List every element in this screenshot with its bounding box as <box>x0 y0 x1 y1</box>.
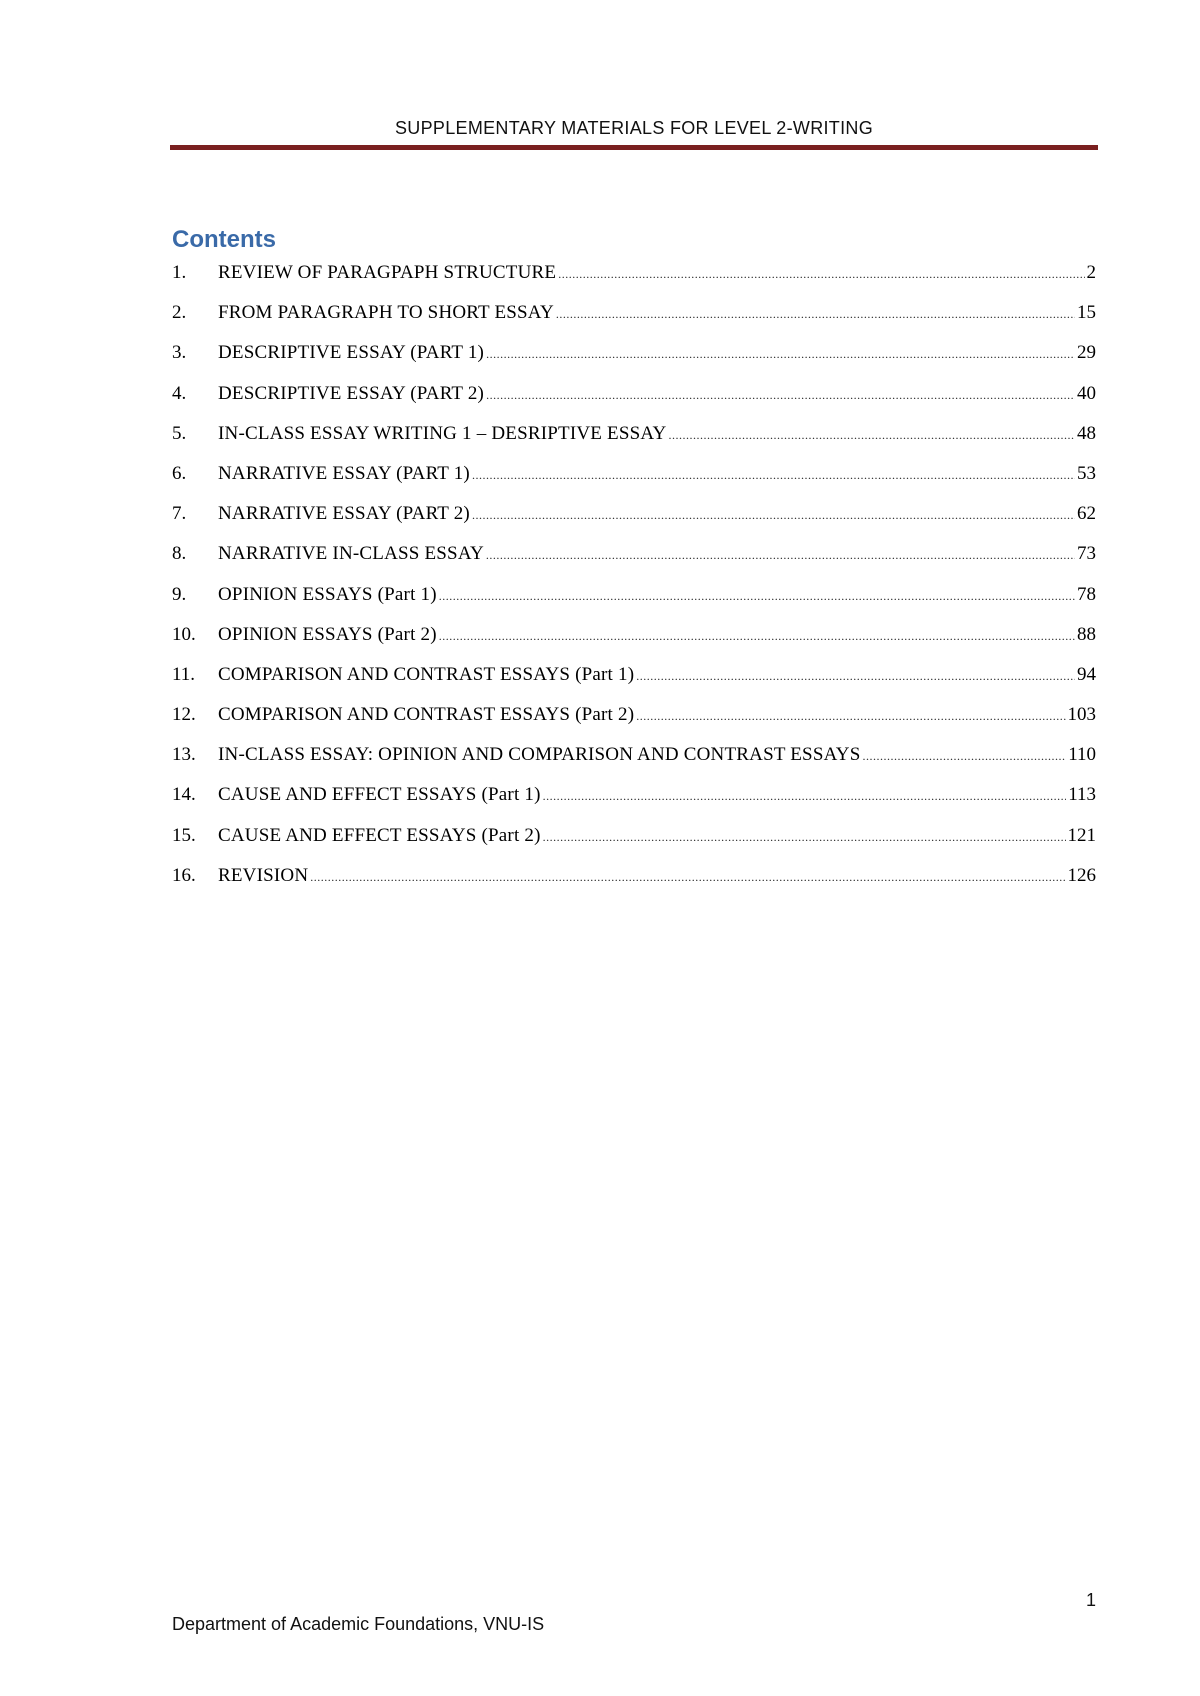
toc-entry-title: COMPARISON AND CONTRAST ESSAYS (Part 1) <box>218 663 635 685</box>
toc-entry-page: 29 <box>1077 342 1096 364</box>
toc-entry-title: OPINION ESSAYS (Part 2) <box>218 623 437 645</box>
toc-entry[interactable] <box>172 825 1096 865</box>
toc-entry-page: 78 <box>1077 583 1096 605</box>
toc-entry-title: REVISION <box>218 864 309 886</box>
toc-dot-leader <box>543 830 1066 845</box>
toc-entry-title: FROM PARAGRAPH TO SHORT ESSAY <box>218 302 554 324</box>
toc-heading: Contents <box>172 226 276 253</box>
toc-entry-number: 14. <box>172 784 196 806</box>
toc-entry-title: CAUSE AND EFFECT ESSAYS (Part 1) <box>218 784 541 806</box>
toc-dot-leader <box>486 548 1075 563</box>
toc-entry-number: 10. <box>172 623 196 645</box>
toc-entry-number: 2. <box>172 302 187 324</box>
toc-dot-leader <box>310 870 1065 885</box>
toc-entry-page: 103 <box>1067 704 1096 726</box>
toc-dot-leader <box>439 589 1075 604</box>
toc-dot-leader <box>636 709 1065 724</box>
toc-entry-page: 53 <box>1077 462 1096 484</box>
toc-dot-leader <box>636 669 1075 684</box>
toc-entry-title: IN-CLASS ESSAY: OPINION AND COMPARISON AND CONTRAST ESSAYS <box>218 744 861 766</box>
toc-entry-number: 16. <box>172 864 196 886</box>
toc-dot-leader <box>439 629 1075 644</box>
toc-entry-page: 126 <box>1067 864 1096 886</box>
toc-entry-page: 88 <box>1077 623 1096 645</box>
page-header: SUPPLEMENTARY MATERIALS FOR LEVEL 2-WRITING <box>395 118 873 138</box>
toc-entry-number: 6. <box>172 462 187 484</box>
toc-entry-title: REVIEW OF PARAGPAPH STRUCTURE <box>218 262 557 283</box>
toc-entry-number: 11. <box>172 663 196 685</box>
toc-entry[interactable] <box>172 584 1096 624</box>
toc-dot-leader <box>556 307 1075 322</box>
toc-entry-number: 12. <box>172 704 196 726</box>
table-of-contents <box>172 262 1096 905</box>
toc-entry-title: OPINION ESSAYS (Part 1) <box>218 583 437 605</box>
toc-entry[interactable] <box>172 624 1096 664</box>
toc-entry[interactable] <box>172 463 1096 503</box>
toc-entry-number: 3. <box>172 342 187 364</box>
toc-entry[interactable] <box>172 784 1096 824</box>
toc-entry-page: 110 <box>1068 744 1096 766</box>
toc-entry-number: 13. <box>172 744 196 766</box>
toc-entry[interactable] <box>172 664 1096 704</box>
toc-entry[interactable] <box>172 543 1096 583</box>
toc-dot-leader <box>486 388 1075 403</box>
toc-entry-title: COMPARISON AND CONTRAST ESSAYS (Part 2) <box>218 704 635 726</box>
toc-entry[interactable] <box>172 865 1096 905</box>
toc-entry[interactable] <box>172 704 1096 744</box>
header-rule <box>170 145 1098 150</box>
toc-entry-title: NARRATIVE ESSAY (PART 2) <box>218 503 470 525</box>
toc-entry-number: 5. <box>172 422 187 444</box>
toc-dot-leader <box>543 789 1067 804</box>
toc-dot-leader <box>558 267 1084 282</box>
toc-entry-page: 73 <box>1077 543 1096 565</box>
toc-entry-page: 2 <box>1086 262 1096 283</box>
toc-entry[interactable] <box>172 744 1096 784</box>
toc-entry-page: 48 <box>1077 422 1096 444</box>
toc-entry[interactable] <box>172 383 1096 423</box>
toc-entry-title: DESCRIPTIVE ESSAY (PART 1) <box>218 342 485 364</box>
toc-entry[interactable] <box>172 302 1096 342</box>
toc-entry-page: 40 <box>1077 382 1096 404</box>
toc-entry-number: 4. <box>172 382 187 404</box>
toc-dot-leader <box>472 508 1075 523</box>
toc-dot-leader <box>668 428 1075 443</box>
toc-entry-title: IN-CLASS ESSAY WRITING 1 – DESRIPTIVE ESSAY <box>218 422 667 444</box>
page-footer: Department of Academic Foundations, VNU-IS <box>172 1614 545 1634</box>
toc-entry-page: 121 <box>1067 824 1096 846</box>
toc-entry-number: 15. <box>172 824 196 846</box>
toc-entry-number: 8. <box>172 543 187 565</box>
toc-entry[interactable] <box>172 503 1096 543</box>
toc-entry-page: 94 <box>1077 663 1096 685</box>
toc-entry-number: 1. <box>172 262 187 283</box>
toc-entry[interactable] <box>172 262 1096 302</box>
toc-entry-title: NARRATIVE ESSAY (PART 1) <box>218 462 470 484</box>
toc-entry[interactable] <box>172 423 1096 463</box>
toc-entry-number: 9. <box>172 583 187 605</box>
page-number: 1 <box>1085 1590 1096 1610</box>
toc-dot-leader <box>486 347 1075 362</box>
toc-entry-page: 15 <box>1077 302 1096 324</box>
toc-entry-page: 113 <box>1068 784 1096 806</box>
toc-entry-number: 7. <box>172 503 187 525</box>
toc-entry-title: NARRATIVE IN-CLASS ESSAY <box>218 543 484 565</box>
toc-entry[interactable] <box>172 342 1096 382</box>
toc-dot-leader <box>472 468 1075 483</box>
toc-entry-page: 62 <box>1077 503 1096 525</box>
toc-entry-title: CAUSE AND EFFECT ESSAYS (Part 2) <box>218 824 541 846</box>
toc-dot-leader <box>862 749 1066 764</box>
toc-entry-title: DESCRIPTIVE ESSAY (PART 2) <box>218 382 485 404</box>
